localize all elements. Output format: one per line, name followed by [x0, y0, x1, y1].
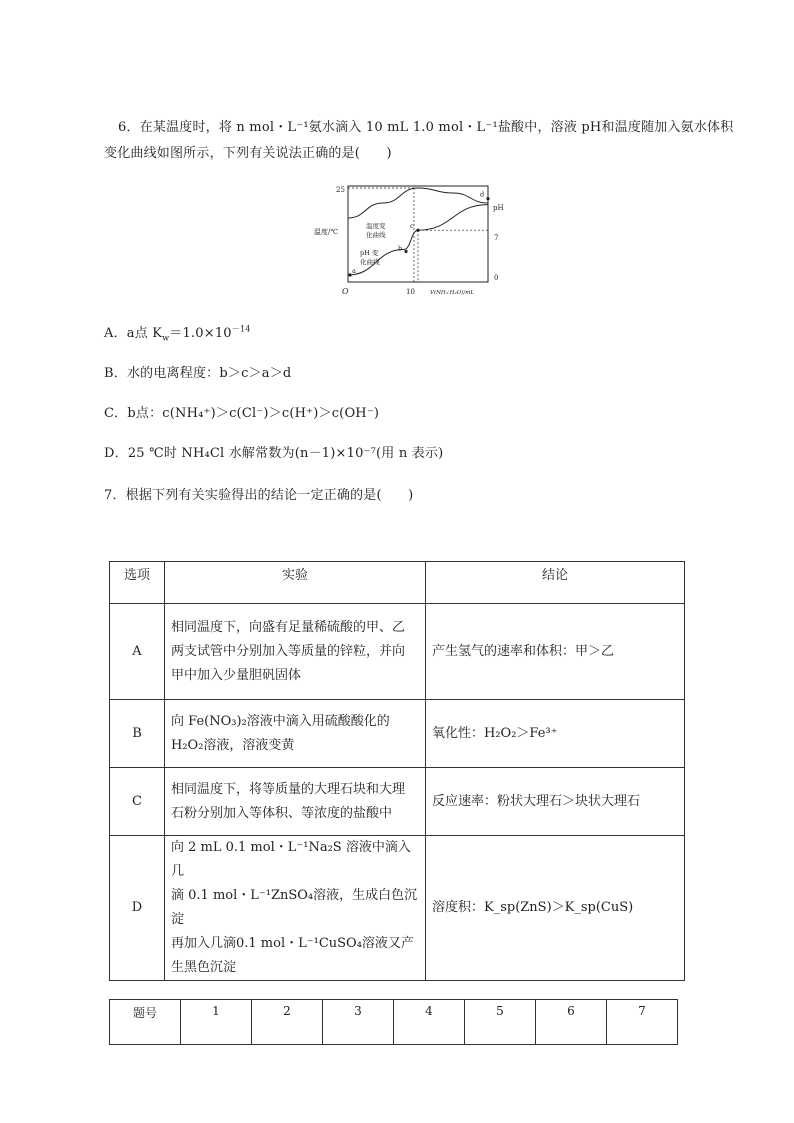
answer-number: 4 [394, 1000, 465, 1045]
point-label-c: c [410, 222, 414, 231]
ph-temperature-chart [310, 178, 506, 300]
q6-option-a: A．a点 $K_w=1.0\times 10^{-14}$ [104, 324, 251, 343]
row-option: B [110, 700, 165, 768]
experiment-line: 石粉分别加入等体积、等浓度的盐酸中 [171, 805, 393, 821]
ph-curve-label-1: pH 变 [360, 249, 379, 257]
header-conclusion: 结论 [426, 562, 685, 604]
answer-number: 5 [465, 1000, 536, 1045]
row-conclusion: 溶度积：K_sp(ZnS)＞K_sp(CuS) [426, 836, 685, 981]
q6-option-b: B．水的电离程度：b＞c＞a＞d [104, 366, 292, 381]
experiment-line: 相同温度下，向盛有足量稀硫酸的甲、乙 [171, 619, 406, 635]
q6-option-d: D．25 ℃时 NH₄Cl 水解常数为(n－1)×10⁻⁷(用 n 表示) [104, 446, 444, 461]
table-row [110, 768, 685, 836]
row-option: C [110, 768, 165, 836]
temperature-curve [348, 188, 488, 218]
q7-experiment-table [109, 561, 685, 981]
x-origin: O [342, 287, 349, 296]
row-option: D [110, 836, 165, 981]
experiment-line: 甲中加入少量胆矾固体 [171, 667, 302, 683]
answer-row [110, 1000, 678, 1045]
right-tick-7: 7 [494, 234, 499, 242]
table-header-row [110, 562, 685, 604]
x-axis-label: V(NH₃·H₂O)/mL [430, 290, 475, 296]
experiment-line: 向 2 mL 0.1 mol・L⁻¹Na₂S 溶液中滴入几 [171, 840, 411, 879]
table-row [110, 700, 685, 768]
row-experiment [165, 700, 426, 768]
experiment-line: 滴 0.1 mol・L⁻¹ZnSO₄溶液，生成白色沉淀 [171, 888, 418, 927]
experiment-line: 再加入几滴0.1 mol・L⁻¹CuSO₄溶液又产 [171, 936, 414, 951]
header-option: 选项 [110, 562, 165, 604]
row-conclusion: 反应速率：粉状大理石＞块状大理石 [426, 768, 685, 836]
temp-curve-label-1: 温度变 [366, 222, 386, 230]
ph-curve-label-2: 化曲线 [360, 258, 380, 266]
answer-number: 2 [252, 1000, 323, 1045]
left-axis-label: 温度/℃ [314, 228, 339, 236]
answer-number: 3 [323, 1000, 394, 1045]
experiment-line: 两支试管中分别加入等质量的锌粒，并向 [171, 643, 406, 659]
experiment-line: H₂O₂溶液，溶液变黄 [171, 737, 295, 753]
experiment-line: 生黑色沉淀 [171, 960, 237, 975]
point-label-b: b [398, 244, 403, 253]
point-label-d: d [480, 190, 485, 199]
right-tick-0: 0 [494, 274, 499, 282]
row-experiment [165, 604, 426, 700]
table-row [110, 836, 685, 981]
right-axis-label: pH [493, 204, 504, 212]
table-row [110, 604, 685, 700]
answer-number: 6 [536, 1000, 607, 1045]
row-conclusion: 氧化性：H₂O₂＞Fe³⁺ [426, 700, 685, 768]
temp-curve-label-2: 化曲线 [366, 231, 386, 239]
y-tick-25: 25 [336, 186, 345, 194]
x-tick-10: 10 [406, 288, 415, 296]
row-option: A [110, 604, 165, 700]
row-experiment [165, 768, 426, 836]
q6-stem-line1: 6．在某温度时，将 n mol・L⁻¹氨水滴入 10 mL 1.0 mol・L⁻¹盐酸中，溶液 pH和温度随加入氨水体积 [118, 120, 734, 135]
q6-stem-line2: 变化曲线如图所示，下列有关说法正确的是( ) [104, 146, 392, 161]
answer-table [109, 999, 678, 1045]
experiment-line: 相同温度下，将等质量的大理石块和大理 [171, 781, 406, 797]
answer-number: 7 [607, 1000, 678, 1045]
answer-number: 1 [181, 1000, 252, 1045]
q7-stem: 7．根据下列有关实验得出的结论一定正确的是( ) [104, 488, 414, 503]
point-label-a: a [352, 267, 356, 275]
header-experiment: 实验 [165, 562, 426, 604]
answer-label: 题号 [110, 1000, 181, 1045]
q6-option-c: C．b点：c(NH₄⁺)＞c(Cl⁻)＞c(H⁺)＞c(OH⁻) [104, 406, 380, 421]
point-b [404, 250, 407, 253]
point-c [416, 229, 419, 232]
experiment-line: 向 Fe(NO₃)₂溶液中滴入用硫酸酸化的 [171, 713, 390, 729]
row-experiment [165, 836, 426, 981]
row-conclusion: 产生氢气的速率和体积：甲＞乙 [426, 604, 685, 700]
point-d [486, 197, 489, 200]
